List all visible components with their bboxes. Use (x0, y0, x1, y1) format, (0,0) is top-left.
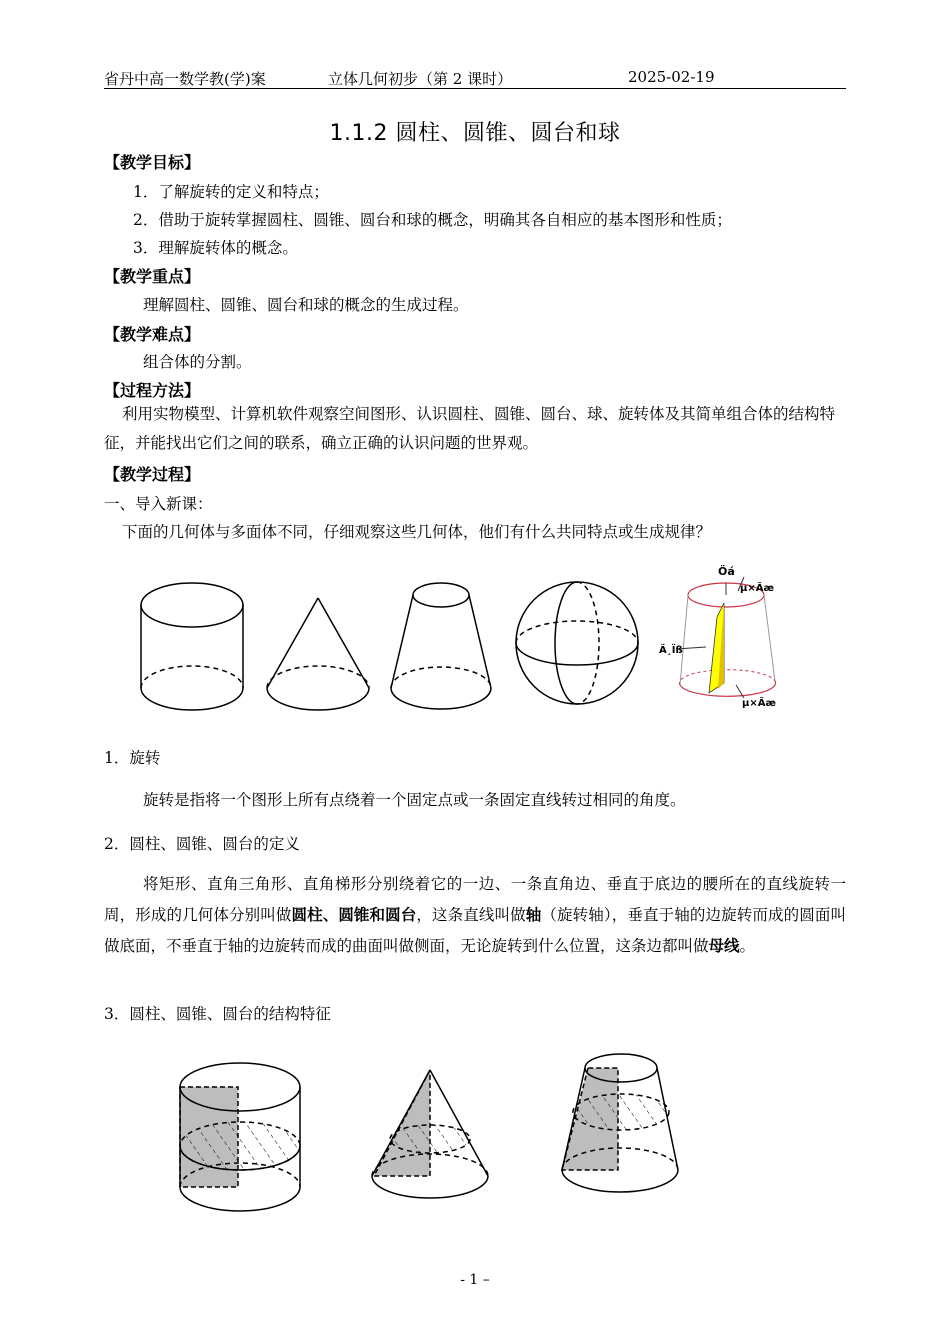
difficulties-text: 组合体的分割。 (143, 353, 252, 371)
cylinder-section-shape (180, 1063, 300, 1211)
section1-text: 旋转是指将一个图形上所有点绕着一个固定点或一条固定直线转过相同的角度。 (143, 791, 686, 809)
header-left: 省丹中高一数学教(学)案 (104, 70, 266, 88)
process-heading: 【教学过程】 (104, 465, 201, 484)
intro-text: 下面的几何体与多面体不同，仔细观察这些几何体，他们有什么共同特点或生成规律？ (122, 523, 712, 541)
definition-text: 。 (739, 937, 756, 955)
definition-bold-solids: 圆柱、圆锥和圆台 (291, 906, 417, 924)
objective-item: 2．借助于旋转掌握圆柱、圆锥、圆台和球的概念，明确其各自相应的基本图形和性质； (133, 211, 732, 229)
section3-title: 3．圆柱、圆锥、圆台的结构特征 (104, 1005, 331, 1023)
methods-text: 利用实物模型、计算机软件观察空间图形、认识圆柱、圆锥、圆台、球、旋转体及其简单组合体的结构特征，并能找出它们之间的联系，确立正确的认识问题的世界观。 (104, 405, 836, 452)
fig-label-lower-right: µ×Ãæ (742, 698, 776, 709)
objective-item: 3．理解旋转体的概念。 (133, 239, 298, 257)
frustum-section-shape (562, 1054, 678, 1192)
definition-text: 将矩形、直角三角形、直角梯形分别绕着它的一边、一条直角边、垂直于底边的腰所在的直线旋转一周，形成的几何体分别叫做 (104, 875, 846, 924)
sphere-shape (516, 582, 638, 704)
header-rule (104, 88, 846, 89)
objective-item: 1．了解旋转的定义和特点； (133, 183, 329, 201)
methods-heading: 【过程方法】 (104, 381, 201, 400)
definition-text: （旋转轴），垂直于轴的边旋转而成的圆面叫做底面，不垂直于轴的边旋转而成的曲面叫做侧面，无论旋转到什么位置，这条边都叫做 (104, 906, 846, 955)
section1-title: 1．旋转 (104, 749, 161, 767)
intro-label: 一、导入新课： (104, 495, 213, 513)
cone-section-shape (372, 1070, 488, 1198)
solids-figure (120, 555, 800, 730)
header-date: 2025-02-19 (628, 68, 715, 86)
section2-title: 2．圆柱、圆锥、圆台的定义 (104, 835, 300, 853)
key-points-heading: 【教学重点】 (104, 267, 201, 286)
page-title: 1.1.2 圆柱、圆锥、圆台和球 (329, 121, 621, 146)
fig-label-left: Ä¸Ïß (659, 645, 683, 656)
objectives-heading: 【教学目标】 (104, 153, 201, 172)
cone-shape (267, 598, 369, 710)
definition-bold-axis: 轴 (525, 906, 542, 924)
fig-label-top: Öá (718, 565, 735, 578)
section2-paragraph (104, 869, 846, 962)
header-center: 立体几何初步（第 2 课时） (328, 70, 513, 88)
difficulties-heading: 【教学难点】 (104, 325, 201, 344)
definition-bold-generatrix: 母线 (708, 937, 740, 955)
frustum-shape (391, 583, 491, 709)
page-number: - 1 – (460, 1272, 490, 1288)
fig-label-upper-right: µ×Ãæ (740, 583, 774, 594)
labeled-frustum (676, 577, 776, 698)
cross-section-figure (160, 1050, 700, 1210)
cylinder-shape (141, 583, 243, 710)
definition-text: ，这条直线叫做 (416, 906, 526, 924)
key-points-text: 理解圆柱、圆锥、圆台和球的概念的生成过程。 (143, 296, 469, 314)
